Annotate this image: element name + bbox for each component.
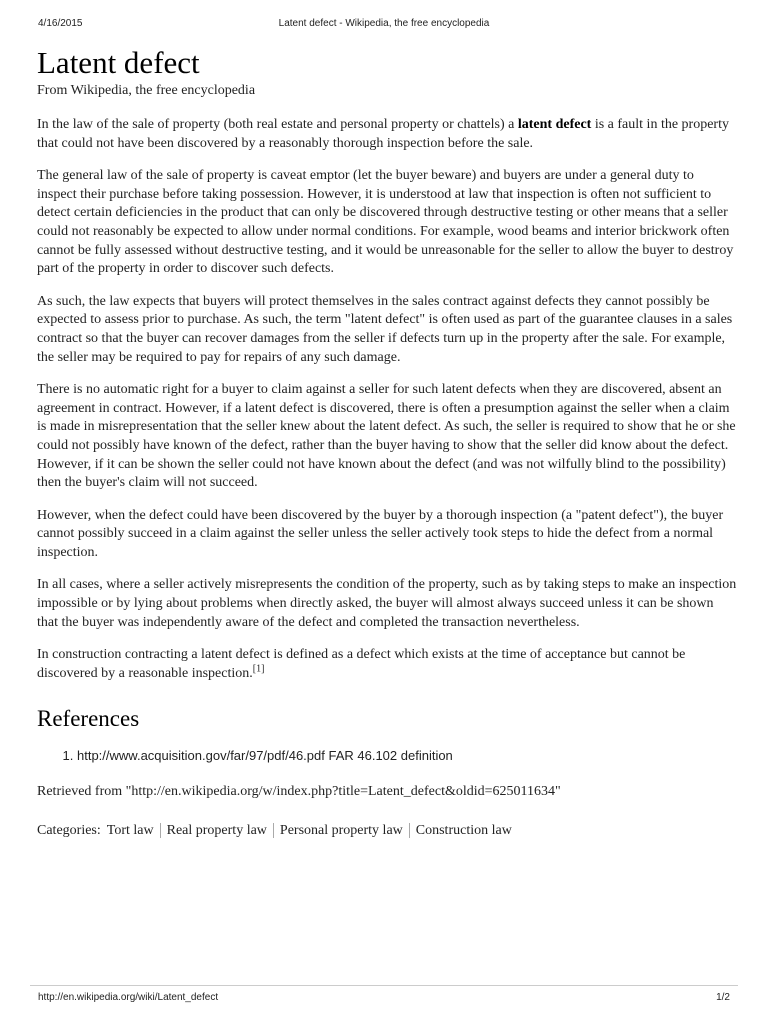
paragraph: In all cases, where a seller actively misrepresents the condition of the property, such as by taking steps to make an inspection impossible or by lying about problems when directly asked, the buyer will almost always succeed unless it can be shown that the buyer was independently aware of the defect and completed the transaction nevertheless.	[37, 577, 737, 630]
footer-divider	[30, 985, 738, 986]
categories-label[interactable]: Categories:	[37, 823, 101, 839]
category-link[interactable]: Tort law	[106, 823, 154, 839]
page-title: Latent defect	[37, 45, 200, 80]
category-link[interactable]: Personal property law	[273, 823, 409, 838]
retrieved-from: Retrieved from "http://en.wikipedia.org/w/index.php?title=Latent_defect&oldid=625011634"	[37, 784, 561, 800]
citation-link[interactable]: [1]	[252, 663, 265, 675]
bold-term: latent defect	[517, 117, 592, 132]
references-heading: References	[37, 706, 140, 732]
paragraph: There is no automatic right for a buyer to claim against a seller for such latent defects when they are discovered, absent an agreement in contract. However, if a latent defect is discovered, there is often a presumption against the seller when a claim is made in misrepresentation that the seller knew about the latent defect. As such, the seller is required to show that he or she could not possibly have known of the defect, rather than the buyer having to show that the seller did know about the defect. However, if it can be shown the seller could not have known about the defect (and was not wilfully blind to the possibility) then the buyer's claim will not succeed.	[37, 382, 736, 491]
paragraph: The general law of the sale of property is caveat emptor (let the buyer beware) and buyers are under a general duty to inspect their purchase before taking possession. However, it is understood at law that inspection is often not sufficient to detect certain deficiencies in the product that can only be discovered through destructive testing or other means that a seller could not reasonably be expected to allow under normal conditions. For example, wood beams and interior brickwork often cannot be fully assessed without destructive testing, and it would be unreasonable for the seller to allow the buyer to destroy part of the property in order to discover such defects.	[37, 168, 734, 277]
print-url: http://en.wikipedia.org/wiki/Latent_defect	[38, 992, 219, 1003]
print-header	[38, 18, 730, 32]
category-link[interactable]: Construction law	[409, 823, 518, 838]
categories-bar	[37, 821, 737, 841]
intro-paragraph: In the law of the sale of property (both real estate and personal property or chattels) a latent defect is a fault in the property that could not have been discovered by a reasonably thorough inspection before the sale.	[37, 117, 729, 151]
page-number: 1/2	[716, 992, 730, 1003]
category-link[interactable]: Real property law	[160, 823, 273, 838]
references-list	[37, 747, 737, 765]
print-date: 4/16/2015	[38, 18, 83, 29]
print-page-title: Latent defect - Wikipedia, the free encyclopedia	[278, 18, 490, 29]
print-footer	[38, 992, 730, 1006]
article-body	[37, 116, 737, 683]
paragraph: In construction contracting a latent defect is defined as a defect which exists at the time of acceptance but cannot be discovered by a reasonable inspection.[1]	[37, 647, 686, 681]
paragraph: As such, the law expects that buyers will protect themselves in the sales contract against defects they cannot possibly be expected to assess prior to purchase. As such, the term "latent defect" is often used as part of the guarantee clauses in a sales contract so that the buyer can recover damages from the seller if defects turn up in the property after the sale. For example, the seller may be required to pay for repairs of any such damage.	[37, 293, 733, 365]
site-tagline: From Wikipedia, the free encyclopedia	[37, 83, 256, 98]
paragraph: However, when the defect could have been discovered by the buyer by a thorough inspection (a "patent defect"), the buyer cannot possibly succeed in a claim against the seller unless the seller actively took steps to hide the defect from a normal inspection.	[37, 507, 724, 560]
article-content	[37, 44, 737, 841]
reference-item[interactable]: 1. http://www.acquisition.gov/far/97/pdf/46.pdf FAR 46.102 definition	[77, 747, 737, 765]
